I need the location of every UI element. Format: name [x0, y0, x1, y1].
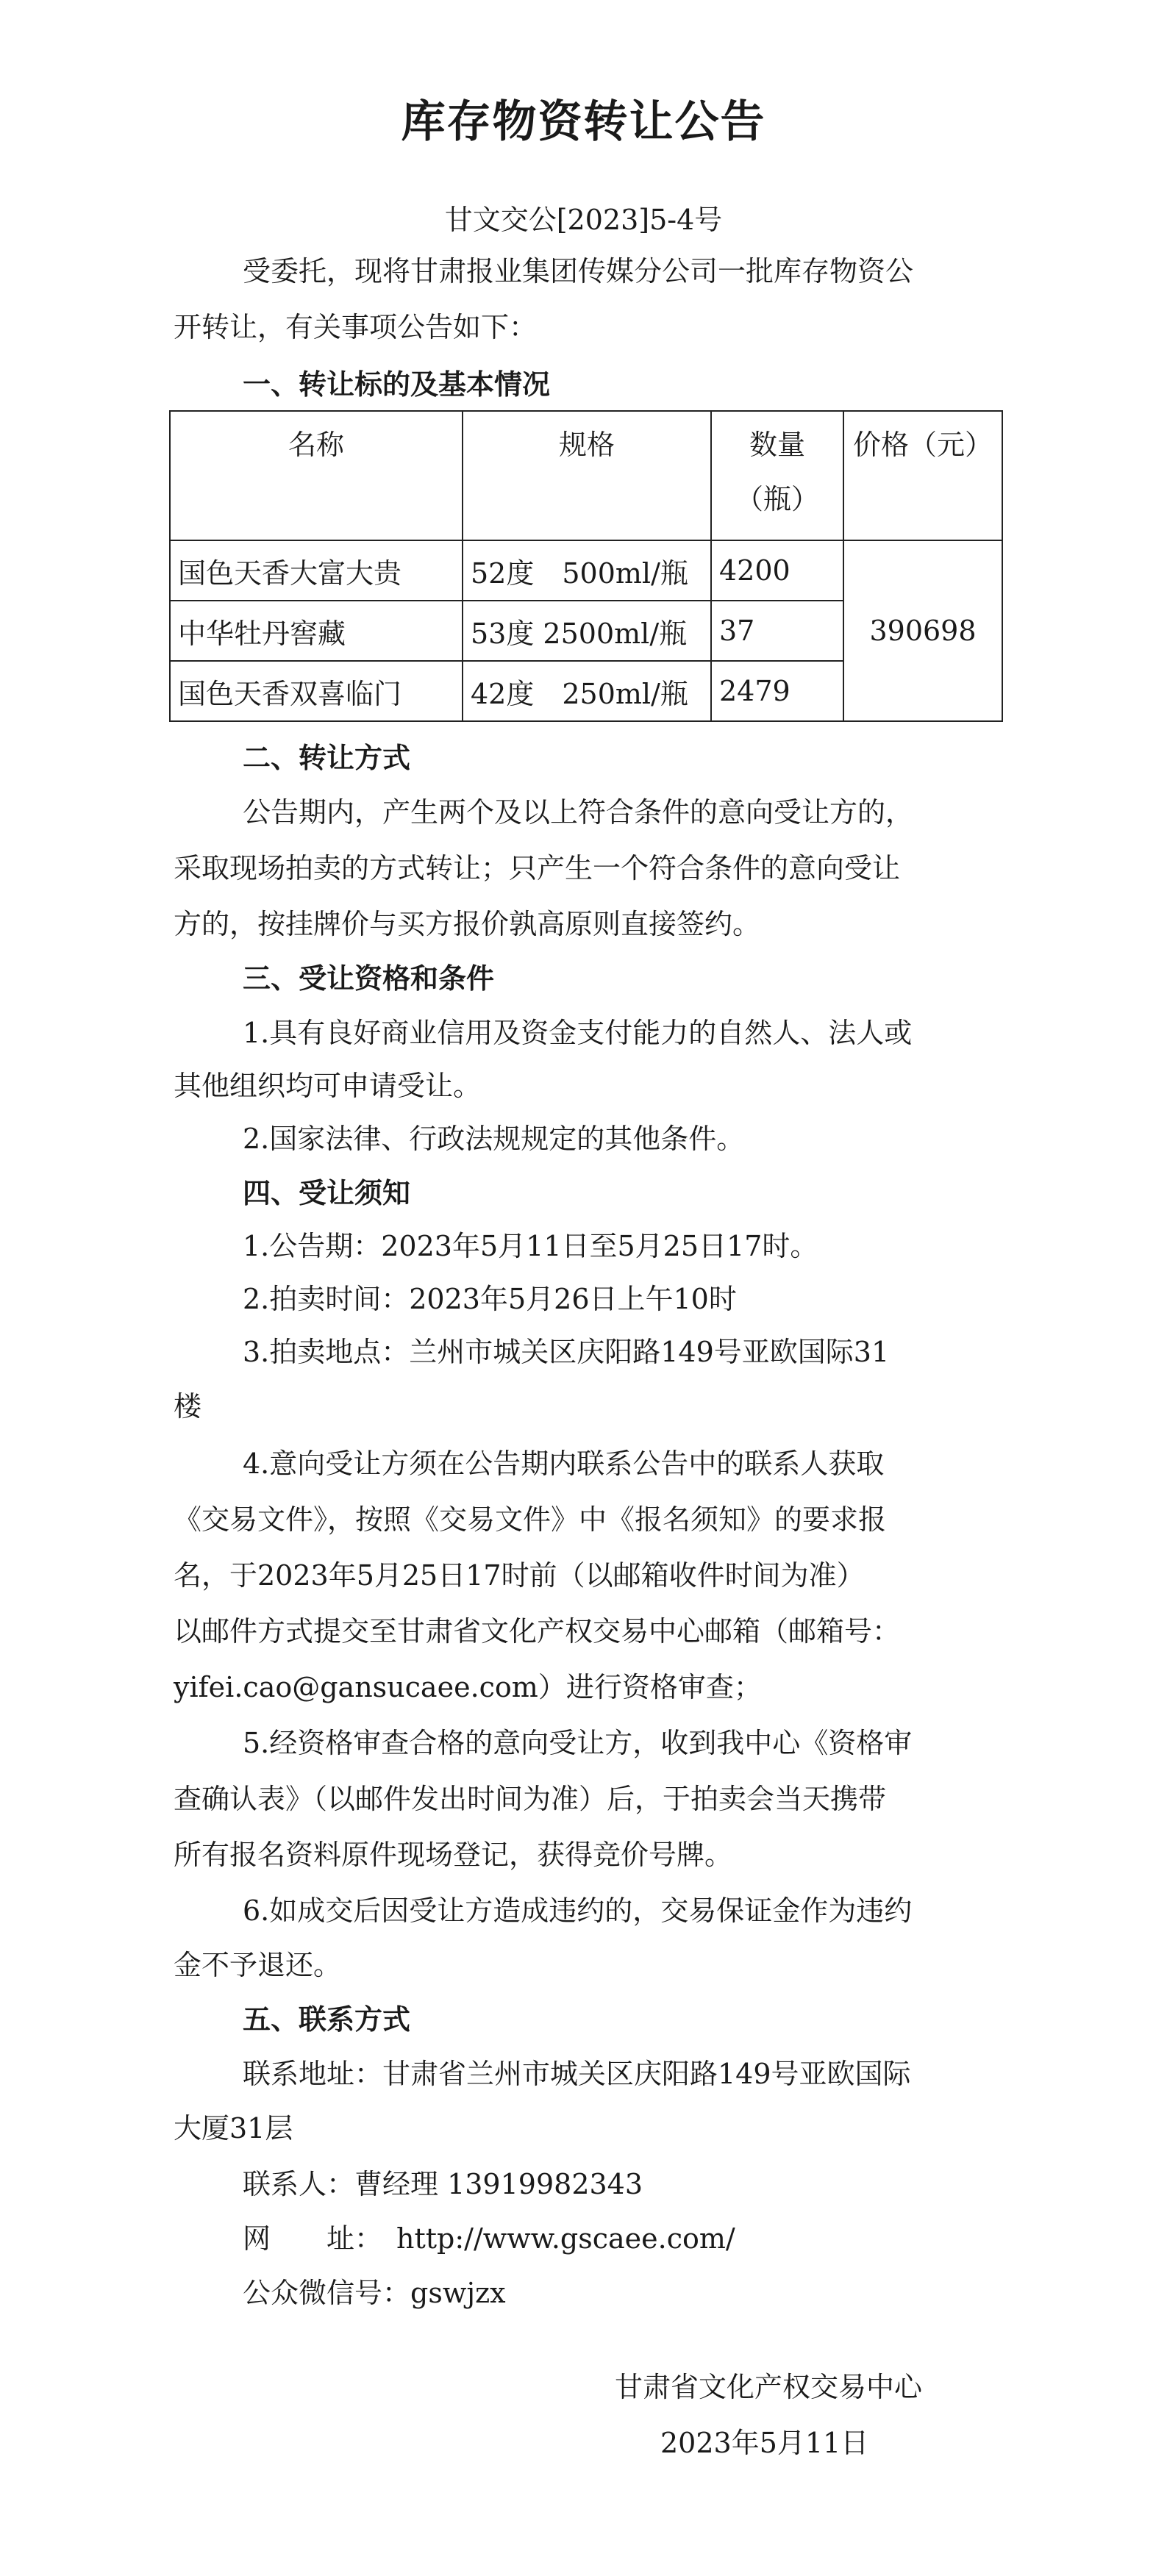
header-name: 名称: [170, 411, 463, 540]
s2-line-1: 公告期内，产生两个及以上符合条件的意向受让方的，: [243, 796, 914, 829]
s4-line-4: 楼: [174, 1390, 202, 1423]
s4-line-6: 《交易文件》，按照《交易文件》中《报名须知》的要求报: [174, 1503, 887, 1536]
item-quantity: 2479: [711, 661, 843, 721]
table-row: [170, 540, 1002, 601]
contact-address-line-2: 大厦31层: [174, 2112, 293, 2144]
contact-address-line-1: 联系地址：甘肃省兰州市城关区庆阳路149号亚欧国际: [243, 2058, 911, 2090]
s4-line-1: 1.公告期：2023年5月11日至5月25日17时。: [243, 1230, 818, 1262]
section-heading-5: 五、联系方式: [243, 2003, 411, 2036]
s4-email-line: yifei.cao@gansucaee.com）进行资格审查；: [174, 1671, 762, 1703]
header-quantity: [711, 411, 843, 540]
contact-website: 网 址： http://www.gscaee.com/: [243, 2222, 735, 2255]
s4-line-2: 2.拍卖时间：2023年5月26日上午10时: [243, 1283, 737, 1315]
items-table: [169, 410, 1003, 722]
item-name: 国色天香大富大贵: [170, 540, 463, 601]
s3-line-2: 其他组织均可申请受让。: [174, 1070, 482, 1102]
item-quantity: 4200: [711, 540, 843, 601]
intro-line-2: 开转让，有关事项公告如下：: [174, 311, 538, 343]
section-heading-4: 四、受让须知: [243, 1177, 411, 1209]
section-heading-3: 三、受让资格和条件: [243, 962, 495, 995]
s3-line-1: 1.具有良好商业信用及资金支付能力的自然人、法人或: [243, 1017, 913, 1049]
s4-line-11: 查确认表》（以邮件发出时间为准）后，于拍卖会当天携带: [174, 1783, 887, 1815]
s4-line-10: 5.经资格审查合格的意向受让方，收到我中心《资格审: [243, 1727, 913, 1759]
signature-organization: 甘肃省文化产权交易中心: [615, 2371, 923, 2403]
s4-line-8: 以邮件方式提交至甘肃省文化产权交易中心邮箱（邮箱号：: [174, 1615, 901, 1647]
total-price: 390698: [843, 540, 1002, 721]
intro-line-1: 受委托，现将甘肃报业集团传媒分公司一批库存物资公: [243, 255, 914, 287]
document-title: 库存物资转让公告: [401, 96, 766, 148]
header-spec: 规格: [463, 411, 711, 540]
s4-line-13: 6.如成交后因受让方造成违约的，交易保证金作为违约: [243, 1895, 913, 1927]
s4-line-12: 所有报名资料原件现场登记，获得竞价号牌。: [174, 1839, 733, 1871]
signature-date: 2023年5月11日: [660, 2427, 869, 2459]
contact-wechat: 公众微信号：gswjzx: [243, 2277, 506, 2309]
item-quantity: 37: [711, 601, 843, 661]
section-heading-2: 二、转让方式: [243, 742, 411, 774]
item-spec: 53度 2500ml/瓶: [463, 601, 711, 661]
s4-line-3: 3.拍卖地点：兰州市城关区庆阳路149号亚欧国际31: [243, 1336, 890, 1368]
item-spec: 42度 250ml/瓶: [463, 661, 711, 721]
s3-line-3: 2.国家法律、行政法规规定的其他条件。: [243, 1123, 745, 1155]
table-header-row: [170, 411, 1002, 540]
document-number: 甘文交公[2023]5-4号: [444, 204, 723, 236]
header-quantity-label: 数量: [749, 429, 805, 461]
item-name: 中华牡丹窖藏: [170, 601, 463, 661]
section-heading-1: 一、转让标的及基本情况: [243, 368, 551, 401]
s4-line-7: 名，于2023年5月25日17时前（以邮箱收件时间为准）: [174, 1559, 865, 1592]
s2-line-2: 采取现场拍卖的方式转让；只产生一个符合条件的意向受让: [174, 852, 901, 884]
s2-line-3: 方的，按挂牌价与买方报价孰高原则直接签约。: [174, 908, 761, 940]
contact-person: 联系人：曹经理 13919982343: [243, 2168, 643, 2200]
item-spec: 52度 500ml/瓶: [463, 540, 711, 601]
header-quantity-unit: （瓶）: [735, 483, 819, 515]
item-name: 国色天香双喜临门: [170, 661, 463, 721]
header-price: 价格（元）: [843, 411, 1002, 540]
s4-line-14: 金不予退还。: [174, 1949, 342, 1981]
s4-line-5: 4.意向受让方须在公告期内联系公告中的联系人获取: [243, 1448, 885, 1480]
